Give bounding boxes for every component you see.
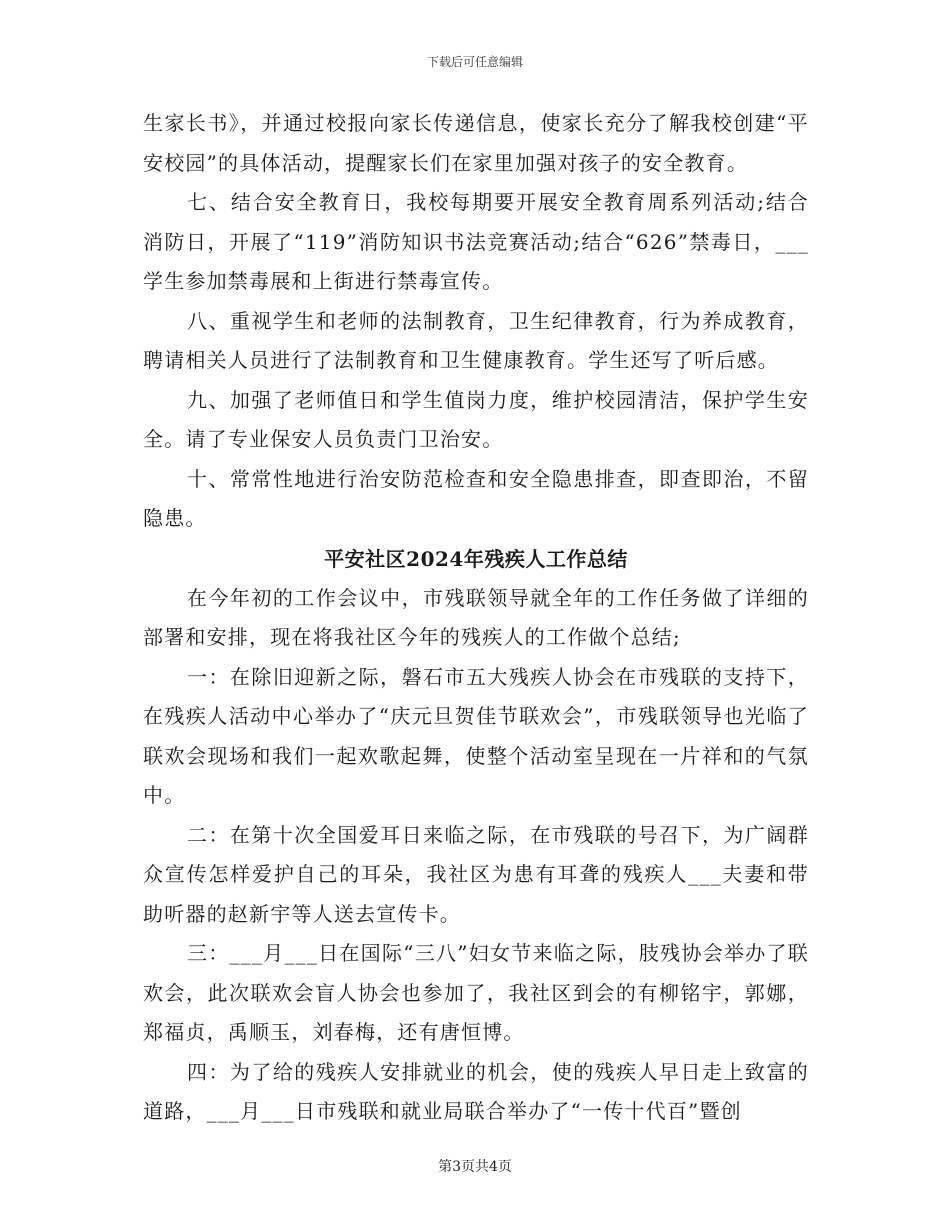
paragraph-point-2: 二：在第十次全国爱耳日来临之际，在市残联的号召下，为广阔群众宣传怎样爱护自己的耳朵，我社区为患有耳聋的残疾人___夫妻和带助听器的赵新宇等人送去宣传卡。 xyxy=(143,822,809,926)
paragraph-item-10: 十、常常性地进行治安防范检查和安全隐患排查，即查即治，不留隐患。 xyxy=(143,466,809,530)
paragraph-point-3: 三：___月___日在国际“三八”妇女节来临之际，肢残协会举办了联欢会，此次联欢会盲人协会也参加了，我社区到会的有柳铭宇，郭娜，郑福贞，禹顺玉，刘春梅，还有唐恒博。 xyxy=(143,941,809,1044)
paragraph-intro: 在今年初的工作会议中，市残联领导就全年的工作任务做了详细的部署和安排，现在将我社区今年的残疾人的工作做个总结; xyxy=(143,585,809,649)
paragraph-point-1: 一：在除旧迎新之际，磐石市五大残疾人协会在市残联的支持下，在残疾人活动中心举办了“庆元旦贺佳节联欢会”，市残联领导也光临了联欢会现场和我们一起欢歌起舞，使整个活动室呈现在一片祥和的气氛中。 xyxy=(143,664,809,807)
paragraph-item-9: 九、加强了老师值日和学生值岗力度，维护校园清洁，保护学生安全。请了专业保安人员负责门卫治安。 xyxy=(143,387,809,451)
paragraph-item-8: 八、重视学生和老师的法制教育，卫生纪律教育，行为养成教育，聘请相关人员进行了法制教育和卫生健康教育。学生还写了听后感。 xyxy=(143,308,809,372)
document-body xyxy=(143,104,809,1132)
section-title: 平安社区2024年残疾人工作总结 xyxy=(324,546,628,571)
paragraph-continuation: 生家长书》，并通过校报向家长传递信息，使家长充分了解我校创建“平安校园”的具体活动，提醒家长们在家里加强对孩子的安全教育。 xyxy=(143,111,809,175)
paragraph-item-7: 七、结合安全教育日，我校每期要开展安全教育周系列活动;结合消防日，开展了“119”消防知识书法竞赛活动;结合“626”禁毒日，___学生参加禁毒展和上街进行禁毒宣传。 xyxy=(143,190,809,293)
page-header: 下载后可任意编辑 xyxy=(426,55,523,69)
page-footer: 第3页共4页 xyxy=(438,1159,512,1175)
paragraph-point-4: 四：为了给的残疾人安排就业的机会，使的残疾人早日走上致富的道路，___月___日市残联和就业局联合举办了“一传十代百”暨创 xyxy=(143,1059,809,1123)
